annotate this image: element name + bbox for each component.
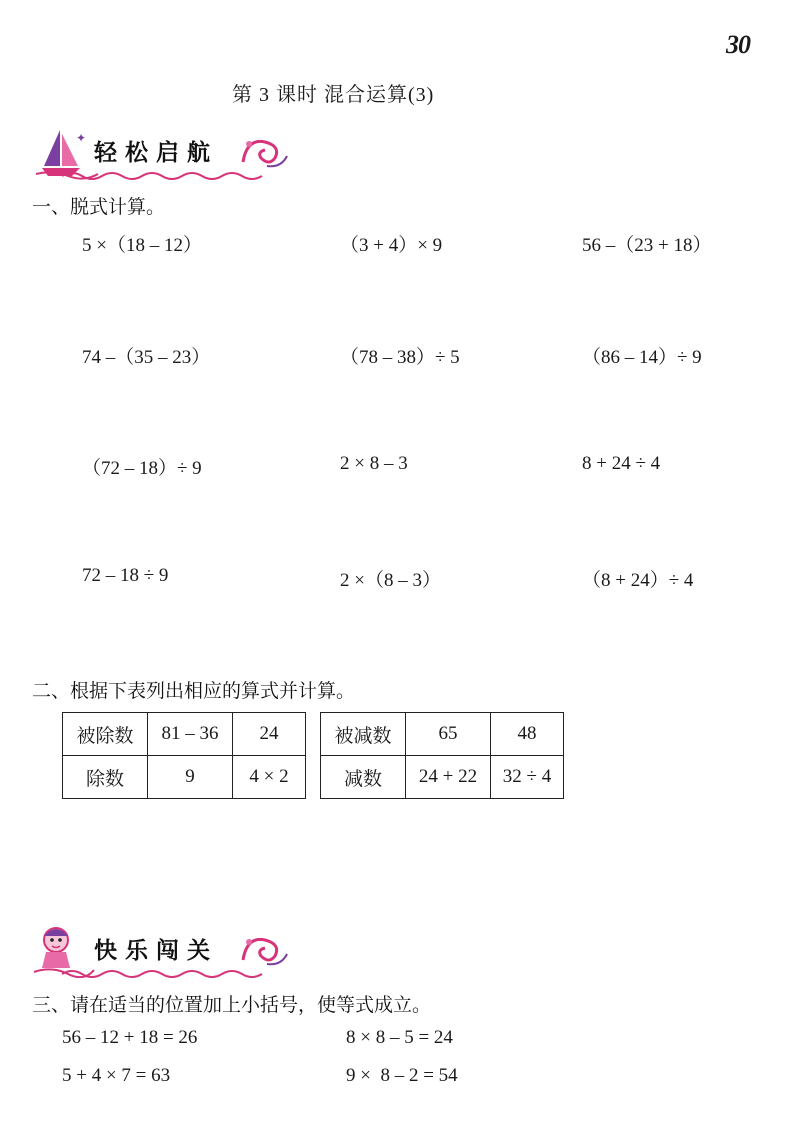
table-cell: 48	[491, 713, 564, 756]
expression: （8 + 24）÷ 4	[582, 570, 694, 591]
table-cell: 24 + 22	[406, 756, 491, 799]
table-cell: 被除数	[63, 713, 148, 756]
table-cell: 4 × 2	[233, 756, 306, 799]
equation: 8 × 8 – 5 = 24	[346, 1027, 453, 1048]
table-cell: 除数	[63, 756, 148, 799]
dividend-divisor-table	[62, 712, 306, 799]
banner-title: 快乐闯关	[94, 938, 218, 964]
table-cell: 减数	[321, 756, 406, 799]
expression: 5 ×（18 – 12）	[82, 235, 202, 256]
equation: 5 + 4 × 7 = 63	[62, 1065, 171, 1086]
swirl-ornament-icon	[237, 132, 291, 172]
table-cell: 65	[406, 713, 491, 756]
swirl-ornament-icon	[237, 930, 291, 970]
table-cell: 81 – 36	[148, 713, 233, 756]
wave-underline-icon	[62, 968, 272, 980]
expression: 8 + 24 ÷ 4	[582, 453, 661, 474]
expression: 2 × 8 – 3	[340, 453, 408, 474]
expression: （78 – 38）÷ 5	[340, 347, 460, 368]
svg-text:✦: ✦	[76, 131, 87, 145]
wave-underline-icon	[62, 170, 272, 182]
page-number: 30	[726, 30, 750, 59]
equation: 56 – 12 + 18 = 26	[62, 1027, 198, 1048]
table-cell: 被减数	[321, 713, 406, 756]
equation: 9 × 8 – 2 = 54	[346, 1065, 458, 1086]
expression: （72 – 18）÷ 9	[82, 458, 202, 479]
section3-heading: 三、请在适当的位置加上小括号，使等式成立。	[32, 994, 432, 1016]
banner-kuaile-chuangguan	[32, 922, 292, 982]
minuend-subtrahend-table	[320, 712, 564, 799]
table-cell: 24	[233, 713, 306, 756]
expression: 72 – 18 ÷ 9	[82, 565, 169, 586]
lesson-title: 第 3 课时 混合运算(3)	[232, 84, 435, 106]
table-cell: 9	[148, 756, 233, 799]
table-cell: 32 ÷ 4	[491, 756, 564, 799]
expression: （86 – 14）÷ 9	[582, 347, 702, 368]
section2-heading: 二、根据下表列出相应的算式并计算。	[32, 680, 356, 702]
banner-qingsong-qihang	[32, 124, 292, 184]
banner-title: 轻松启航	[94, 140, 218, 166]
section1-heading: 一、脱式计算。	[32, 196, 166, 218]
expression: （3 + 4）× 9	[340, 235, 443, 256]
expression: 74 –（35 – 23）	[82, 347, 211, 368]
expression: 56 –（23 + 18）	[582, 235, 712, 256]
expression: 2 ×（8 – 3）	[340, 570, 441, 591]
